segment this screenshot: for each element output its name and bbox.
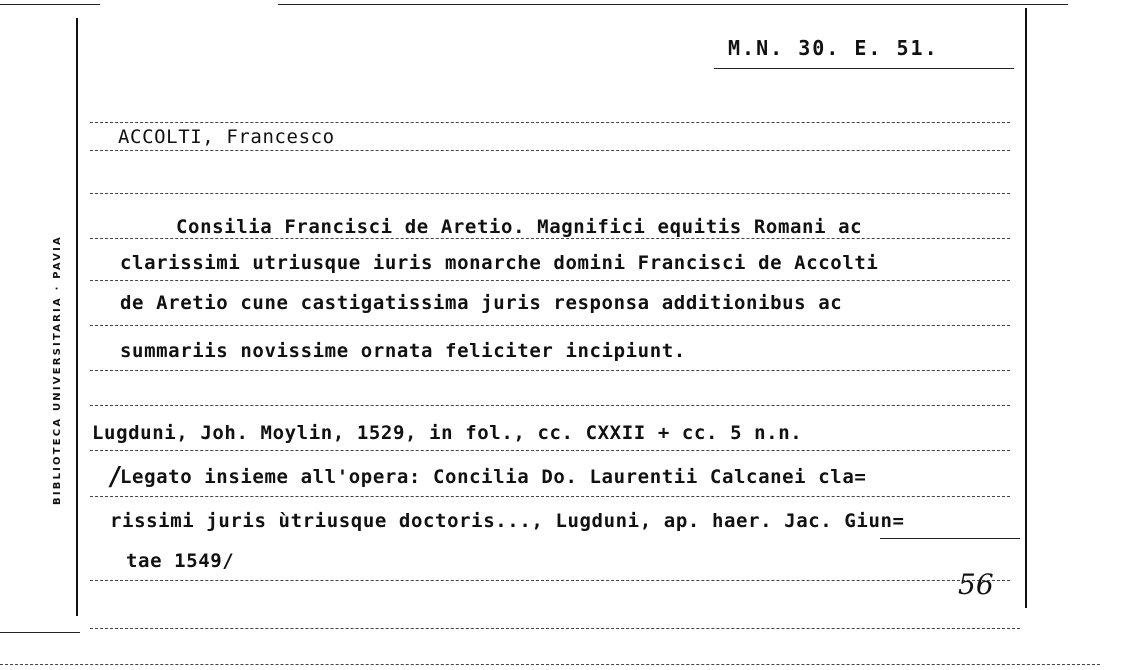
author-heading: ACCOLTI, Francesco [118,126,335,148]
library-stamp: BIBLIOTECA UNIVERSITARIA · PAVIA [52,235,63,505]
note-line-1: Legato insieme all'opera: Concilia Do. Laurentii Calcanei cla= [120,466,867,488]
ruled-line [90,405,1010,406]
note-line-3: tae 1549/ [126,550,235,572]
note-line-2: rissimi juris ùtriusque doctoris..., Lugduni, ap. haer. Jac. Giun= [110,510,905,532]
shelfmark-underline [714,68,1014,69]
ruled-line [90,122,1010,123]
top-border-line [0,4,100,5]
bottom-border-line [0,632,80,633]
ruled-line [90,150,1010,151]
imprint: Lugduni, Joh. Moylin, 1529, in fol., cc. CXXII + cc. 5 n.n. [92,422,803,444]
pen-mark-icon: / [107,462,123,492]
right-margin-line [1025,8,1027,608]
bottom-border-line [0,664,1100,665]
ruled-line [90,280,1010,281]
title-line-4: summariis novissime ornata feliciter incipiunt. [120,340,686,362]
note-underline [880,538,1020,539]
bottom-border-line [90,628,1020,629]
ruled-line [90,496,1010,497]
handwritten-number: 56 [958,568,994,601]
title-line-1: Consilia Francisci de Aretio. Magnifici equitis Romani ac [176,216,863,238]
title-line-2: clarissimi utriusque iuris monarche domini Francisci de Accolti [120,252,879,274]
ruled-line [90,325,1010,326]
ruled-line [90,580,1010,581]
shelfmark: M.N. 30. E. 51. [728,36,939,60]
ruled-line [90,450,1010,451]
ruled-line [90,193,1010,194]
ruled-line [90,370,1010,371]
title-line-3: de Aretio cune castigatissima juris responsa additionibus ac [120,292,843,314]
ruled-line [90,238,1010,239]
top-border-line [278,4,1068,5]
left-margin-line [76,18,78,616]
